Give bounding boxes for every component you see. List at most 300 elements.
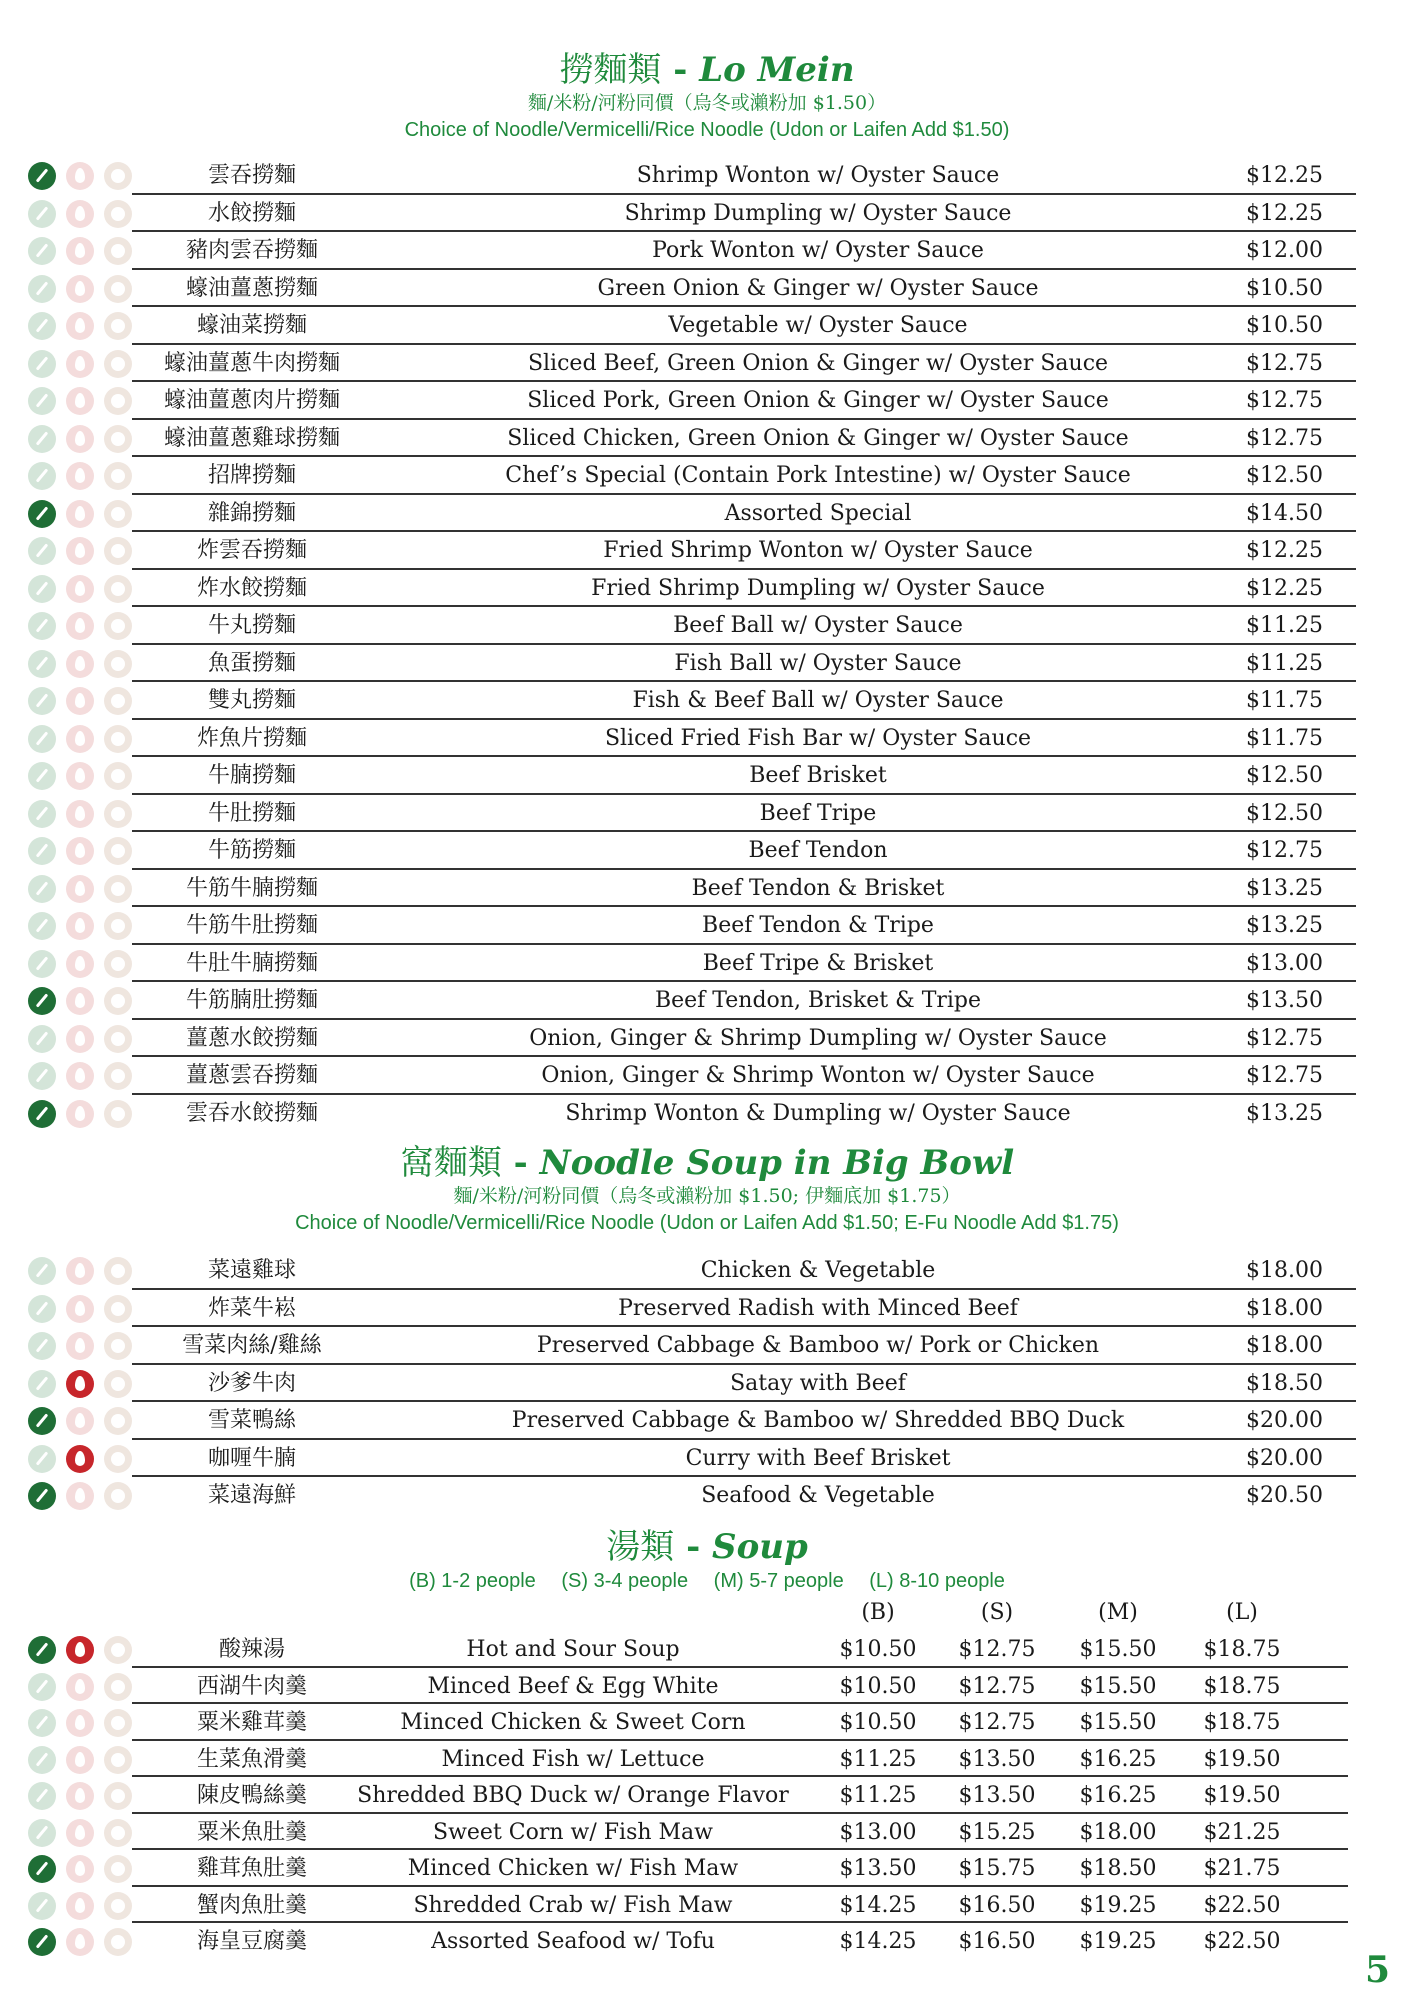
- size-header-s: (S): [980, 1600, 1014, 1625]
- item-price-m: $15.50: [1079, 1673, 1157, 1699]
- item-name-cn: 海皇豆腐羹: [196, 1929, 307, 1954]
- lo-mein-title-sep: -: [661, 50, 700, 90]
- size-header-l: (L): [1226, 1600, 1258, 1625]
- gluten-free-icon: [104, 575, 132, 603]
- vegetarian-icon: [28, 1100, 56, 1128]
- item-price-s: $12.75: [958, 1637, 1036, 1662]
- menu-item-row: [28, 457, 1356, 495]
- item-price-l: $19.50: [1203, 1746, 1281, 1772]
- item-name-en: Preserved Cabbage & Bamboo w/ Pork or Chicken: [536, 1333, 1100, 1358]
- vegetarian-icon: [28, 1062, 56, 1090]
- item-price: $13.00: [1246, 950, 1323, 976]
- vegetarian-icon: [28, 875, 56, 903]
- item-name-cn: 牛筋牛腩撈麵: [185, 875, 318, 901]
- menu-item-row: [28, 607, 1356, 645]
- menu-item-row: [28, 570, 1356, 608]
- gluten-free-icon: [104, 1332, 132, 1360]
- gluten-free-icon: [104, 387, 132, 415]
- item-price-m: $19.25: [1079, 1929, 1157, 1954]
- menu-item-row: [28, 195, 1356, 233]
- diet-icons: [28, 1025, 132, 1053]
- item-name-cn: 雪菜鴨絲: [207, 1408, 296, 1433]
- noodle-soup-title-cn: 窩麵類: [399, 1143, 502, 1183]
- item-price: $13.25: [1246, 1100, 1323, 1126]
- vegetarian-icon: [28, 162, 56, 190]
- item-name-cn: 沙爹牛肉: [207, 1370, 296, 1396]
- menu-item-row: [28, 232, 1356, 270]
- menu-item-row: [28, 1850, 1348, 1887]
- gluten-free-icon: [104, 875, 132, 903]
- item-name-cn: 蟹肉魚肚羹: [196, 1892, 307, 1918]
- item-price-l: $21.75: [1203, 1856, 1281, 1881]
- item-name-cn: 雲吞撈麵: [207, 163, 296, 188]
- spicy-icon: [66, 425, 94, 453]
- menu-item-row: [28, 307, 1356, 345]
- vegetarian-icon: [28, 500, 56, 528]
- menu-item-row: [28, 532, 1356, 570]
- diet-icons: [28, 650, 132, 678]
- item-name-cn: 雙丸撈麵: [207, 688, 296, 713]
- item-price: $10.50: [1246, 275, 1323, 301]
- item-price-m: $19.25: [1079, 1892, 1157, 1918]
- item-price: $11.75: [1246, 688, 1323, 713]
- diet-icons: [28, 1636, 132, 1664]
- diet-icons: [28, 1709, 132, 1737]
- vegetarian-icon: [28, 1928, 56, 1956]
- menu-item-row: [28, 982, 1356, 1020]
- vegetarian-icon: [28, 912, 56, 940]
- gluten-free-icon: [104, 1482, 132, 1510]
- diet-icons: [28, 687, 132, 715]
- item-price: $14.50: [1246, 500, 1323, 526]
- item-price: $13.25: [1246, 913, 1323, 938]
- soup-sizes-note: (B) 1-2 people (S) 3-4 people (M) 5-7 people (L) 8-10 people: [409, 1570, 1005, 1592]
- item-name-en: Minced Fish w/ Lettuce: [441, 1746, 705, 1772]
- gluten-free-icon: [104, 425, 132, 453]
- vegetarian-icon: [28, 1636, 56, 1664]
- gluten-free-icon: [104, 350, 132, 378]
- item-name-cn: 牛丸撈麵: [207, 613, 296, 638]
- item-price-b: $14.25: [839, 1929, 917, 1954]
- item-name-en: Sliced Beef, Green Onion & Ginger w/ Oyster Sauce: [527, 350, 1109, 376]
- item-name-cn: 陳皮鴨絲羹: [196, 1783, 307, 1808]
- diet-icons: [28, 387, 132, 415]
- item-name-en: Shredded Crab w/ Fish Maw: [413, 1892, 733, 1918]
- spicy-icon: [66, 1782, 94, 1810]
- item-price: $12.25: [1246, 163, 1323, 188]
- item-name-en: Fish Ball w/ Oyster Sauce: [674, 650, 962, 676]
- gluten-free-icon: [104, 987, 132, 1015]
- gluten-free-icon: [104, 1062, 132, 1090]
- diet-icons: [28, 237, 132, 265]
- item-price: $20.00: [1246, 1408, 1323, 1433]
- gluten-free-icon: [104, 950, 132, 978]
- item-name-en: Onion, Ginger & Shrimp Dumpling w/ Oyster Sauce: [529, 1025, 1107, 1051]
- vegetarian-icon: [28, 1025, 56, 1053]
- menu-item-row: [28, 757, 1356, 795]
- gluten-free-icon: [104, 275, 132, 303]
- menu-item-row: [28, 1704, 1348, 1741]
- menu-item-row: [28, 682, 1356, 720]
- spicy-icon: [66, 687, 94, 715]
- gluten-free-icon: [104, 1892, 132, 1920]
- spicy-icon: [66, 1407, 94, 1435]
- menu-item-row: [28, 1402, 1356, 1440]
- noodle-soup-subtitle-en: Choice of Noodle/Vermicelli/Rice Noodle (Udon or Laifen Add $1.50; E-Fu Noodle Add $1.75): [295, 1212, 1119, 1234]
- spicy-icon: [66, 1062, 94, 1090]
- item-name-en: Curry with Beef Brisket: [685, 1445, 951, 1471]
- item-price: $11.75: [1246, 725, 1323, 751]
- spicy-icon: [66, 312, 94, 340]
- spicy-icon: [66, 837, 94, 865]
- item-price-b: $13.00: [839, 1819, 917, 1845]
- spicy-icon: [66, 650, 94, 678]
- item-price-m: $16.25: [1079, 1746, 1157, 1772]
- item-name-en: Shrimp Wonton & Dumpling w/ Oyster Sauce: [565, 1100, 1071, 1126]
- diet-icons: [28, 875, 132, 903]
- menu-item-row: [28, 1365, 1356, 1403]
- item-price-s: $13.50: [958, 1746, 1036, 1772]
- vegetarian-icon: [28, 725, 56, 753]
- item-price: $12.50: [1246, 763, 1323, 788]
- vegetarian-icon: [28, 425, 56, 453]
- gluten-free-icon: [104, 500, 132, 528]
- item-price: $12.25: [1246, 538, 1323, 563]
- item-name-en: Pork Wonton w/ Oyster Sauce: [652, 238, 984, 263]
- item-name-en: Chef’s Special (Contain Pork Intestine) w/ Oyster Sauce: [505, 463, 1131, 488]
- item-name-en: Beef Tendon: [748, 838, 888, 863]
- menu-item-row: [28, 1668, 1348, 1705]
- gluten-free-icon: [104, 162, 132, 190]
- spicy-icon: [66, 350, 94, 378]
- item-price: $18.00: [1246, 1295, 1323, 1321]
- diet-icons: [28, 1819, 132, 1847]
- diet-icons: [28, 950, 132, 978]
- diet-icons: [28, 725, 132, 753]
- vegetarian-icon: [28, 1370, 56, 1398]
- diet-icons: [28, 800, 132, 828]
- item-name-en: Preserved Radish with Minced Beef: [618, 1295, 1018, 1321]
- menu-item-row: [28, 420, 1356, 458]
- spicy-icon: [66, 1855, 94, 1883]
- item-price-l: $18.75: [1203, 1673, 1281, 1699]
- item-price-s: $12.75: [958, 1710, 1036, 1735]
- item-name-en: Assorted Seafood w/ Tofu: [431, 1929, 715, 1954]
- item-price: $18.00: [1246, 1333, 1323, 1358]
- spicy-icon: [66, 1673, 94, 1701]
- item-price: $13.50: [1246, 988, 1323, 1013]
- spicy-icon: [66, 1445, 94, 1473]
- soup-header: [0, 1527, 1414, 1595]
- size-header-m: (M): [1098, 1600, 1138, 1625]
- item-name-cn: 粟米魚肚羹: [196, 1819, 307, 1845]
- vegetarian-icon: [28, 1445, 56, 1473]
- item-price-b: $13.50: [839, 1856, 917, 1881]
- item-name-cn: 雪菜肉絲/雞絲: [182, 1333, 322, 1358]
- menu-item-row: [28, 1777, 1348, 1814]
- item-price: $12.75: [1246, 1063, 1323, 1088]
- spicy-icon: [66, 762, 94, 790]
- diet-icons: [28, 462, 132, 490]
- spicy-icon: [66, 275, 94, 303]
- item-price-s: $13.50: [958, 1783, 1036, 1808]
- item-name-cn: 魚蛋撈麵: [207, 650, 296, 676]
- vegetarian-icon: [28, 1673, 56, 1701]
- item-price: $12.25: [1246, 200, 1323, 226]
- gluten-free-icon: [104, 1673, 132, 1701]
- menu-item-row: [28, 1440, 1356, 1478]
- menu-item-row: [28, 1327, 1356, 1365]
- item-name-cn: 雲吞水餃撈麵: [185, 1100, 318, 1126]
- spicy-icon: [66, 1025, 94, 1053]
- lo-mein-header: [0, 50, 1414, 144]
- noodle-soup-header: [0, 1143, 1414, 1237]
- menu-item-row: [28, 1290, 1356, 1328]
- item-price-l: $19.50: [1203, 1783, 1281, 1808]
- spicy-icon: [66, 1100, 94, 1128]
- item-name-en: Minced Chicken & Sweet Corn: [400, 1710, 746, 1735]
- item-price-l: $18.75: [1203, 1637, 1281, 1662]
- menu-item-row: [28, 1923, 1348, 1960]
- item-price-s: $15.25: [958, 1819, 1036, 1845]
- spicy-icon: [66, 612, 94, 640]
- menu-item-row: [28, 270, 1356, 308]
- vegetarian-icon: [28, 312, 56, 340]
- item-name-en: Shrimp Dumpling w/ Oyster Sauce: [624, 200, 1012, 226]
- item-name-cn: 蠔油薑蔥雞球撈麵: [163, 425, 340, 451]
- vegetarian-icon: [28, 1892, 56, 1920]
- vegetarian-icon: [28, 1482, 56, 1510]
- item-price-m: $15.50: [1079, 1637, 1157, 1662]
- spicy-icon: [66, 387, 94, 415]
- item-price-s: $15.75: [958, 1856, 1036, 1881]
- spicy-icon: [66, 987, 94, 1015]
- noodle-soup-title: [0, 1143, 1414, 1183]
- item-name-en: Fried Shrimp Dumpling w/ Oyster Sauce: [591, 575, 1045, 601]
- vegetarian-icon: [28, 950, 56, 978]
- diet-icons: [28, 1370, 132, 1398]
- item-name-cn: 粟米雞茸羹: [196, 1710, 307, 1735]
- diet-icons: [28, 1445, 132, 1473]
- gluten-free-icon: [104, 1370, 132, 1398]
- item-name-cn: 菜遠雞球: [207, 1258, 296, 1283]
- item-price-b: $14.25: [839, 1892, 917, 1918]
- lo-mein-title-cn: 撈麵類: [559, 50, 662, 90]
- menu-item-row: [28, 1887, 1348, 1924]
- vegetarian-icon: [28, 1782, 56, 1810]
- diet-icons: [28, 1892, 132, 1920]
- gluten-free-icon: [104, 650, 132, 678]
- gluten-free-icon: [104, 1782, 132, 1810]
- menu-item-row: [28, 720, 1356, 758]
- vegetarian-icon: [28, 1407, 56, 1435]
- diet-icons: [28, 987, 132, 1015]
- menu-item-row: [28, 1057, 1356, 1095]
- item-price: $12.50: [1246, 800, 1323, 826]
- item-name-en: Seafood & Vegetable: [701, 1483, 935, 1508]
- spicy-icon: [66, 1709, 94, 1737]
- item-name-en: Beef Tripe & Brisket: [702, 950, 934, 976]
- spicy-icon: [66, 1257, 94, 1285]
- diet-icons: [28, 1062, 132, 1090]
- menu-item-row: [28, 907, 1356, 945]
- vegetarian-icon: [28, 387, 56, 415]
- lo-mein-subtitle-cn: 麵/米粉/河粉同價（烏冬或瀨粉加 $1.50）: [527, 92, 887, 114]
- gluten-free-icon: [104, 912, 132, 940]
- item-name-en: Sliced Pork, Green Onion & Ginger w/ Oyster Sauce: [527, 388, 1109, 413]
- spicy-icon: [66, 162, 94, 190]
- gluten-free-icon: [104, 237, 132, 265]
- lo-mein-title-en: Lo Mein: [699, 50, 855, 90]
- diet-icons: [28, 1295, 132, 1323]
- gluten-free-icon: [104, 837, 132, 865]
- spicy-icon: [66, 875, 94, 903]
- item-price: $12.75: [1246, 350, 1323, 376]
- vegetarian-icon: [28, 237, 56, 265]
- item-name-cn: 炸魚片撈麵: [196, 725, 307, 751]
- lo-mein-subtitle-en: Choice of Noodle/Vermicelli/Rice Noodle (Udon or Laifen Add $1.50): [404, 119, 1010, 141]
- menu-item-row: [28, 382, 1356, 420]
- item-name-en: Assorted Special: [724, 500, 912, 526]
- item-price: $12.75: [1246, 838, 1323, 863]
- item-price: $11.25: [1246, 613, 1323, 638]
- diet-icons: [28, 312, 132, 340]
- soup-title-cn: 湯類: [606, 1527, 675, 1567]
- item-name-en: Beef Brisket: [749, 763, 887, 788]
- vegetarian-icon: [28, 612, 56, 640]
- gluten-free-icon: [104, 687, 132, 715]
- noodle-soup-title-en: Noodle Soup in Big Bowl: [539, 1143, 1015, 1183]
- item-name-en: Sweet Corn w/ Fish Maw: [433, 1819, 713, 1845]
- vegetarian-icon: [28, 800, 56, 828]
- item-price-l: $22.50: [1203, 1892, 1281, 1918]
- diet-icons: [28, 1407, 132, 1435]
- gluten-free-icon: [104, 1025, 132, 1053]
- item-price-m: $18.50: [1079, 1856, 1157, 1881]
- vegetarian-icon: [28, 987, 56, 1015]
- item-price-b: $11.25: [839, 1746, 917, 1772]
- gluten-free-icon: [104, 537, 132, 565]
- diet-icons: [28, 1782, 132, 1810]
- item-name-cn: 牛筋牛肚撈麵: [185, 913, 318, 938]
- diet-icons: [28, 1100, 132, 1128]
- vegetarian-icon: [28, 1332, 56, 1360]
- vegetarian-icon: [28, 1709, 56, 1737]
- diet-icons: [28, 612, 132, 640]
- soup-title-sep: -: [674, 1527, 713, 1567]
- menu-item-row: [28, 645, 1356, 683]
- menu-item-row: [28, 1631, 1348, 1668]
- item-price-b: $10.50: [839, 1673, 917, 1699]
- page-number: 5: [1365, 1949, 1391, 1991]
- noodle-soup-title-sep: -: [501, 1143, 540, 1183]
- item-price: $18.50: [1246, 1370, 1323, 1396]
- spicy-icon: [66, 1482, 94, 1510]
- diet-icons: [28, 912, 132, 940]
- soup-title-en: Soup: [712, 1527, 808, 1567]
- diet-icons: [28, 762, 132, 790]
- vegetarian-icon: [28, 537, 56, 565]
- soup-title: [0, 1527, 1414, 1567]
- spicy-icon: [66, 537, 94, 565]
- menu-item-row: [28, 1477, 1356, 1515]
- spicy-icon: [66, 237, 94, 265]
- item-price: $12.50: [1246, 463, 1323, 488]
- spicy-icon: [66, 575, 94, 603]
- gluten-free-icon: [104, 1636, 132, 1664]
- vegetarian-icon: [28, 1855, 56, 1883]
- menu-item-row: [28, 945, 1356, 983]
- item-name-cn: 蠔油薑蔥肉片撈麵: [163, 388, 340, 413]
- menu-item-row: [28, 345, 1356, 383]
- item-name-en: Preserved Cabbage & Bamboo w/ Shredded BBQ Duck: [511, 1408, 1125, 1433]
- item-name-en: Beef Tendon, Brisket & Tripe: [654, 988, 982, 1013]
- vegetarian-icon: [28, 762, 56, 790]
- soup-size-headers: [0, 1598, 1320, 1628]
- item-name-cn: 牛肚牛腩撈麵: [185, 950, 318, 976]
- menu-item-row: [28, 1095, 1356, 1133]
- item-name-cn: 水餃撈麵: [207, 200, 296, 226]
- diet-icons: [28, 200, 132, 228]
- spicy-icon: [66, 1295, 94, 1323]
- diet-icons: [28, 1257, 132, 1285]
- item-name-cn: 雜錦撈麵: [207, 500, 296, 526]
- gluten-free-icon: [104, 1855, 132, 1883]
- item-name-cn: 咖喱牛腩: [207, 1445, 296, 1471]
- diet-icons: [28, 1673, 132, 1701]
- gluten-free-icon: [104, 762, 132, 790]
- item-name-en: Sliced Chicken, Green Onion & Ginger w/ Oyster Sauce: [507, 425, 1129, 451]
- item-price-l: $22.50: [1203, 1929, 1281, 1954]
- item-price-s: $12.75: [958, 1673, 1036, 1699]
- item-name-cn: 炸菜牛崧: [207, 1295, 296, 1321]
- item-price: $12.75: [1246, 388, 1323, 413]
- item-price-l: $21.25: [1203, 1819, 1281, 1845]
- item-name-cn: 菜遠海鮮: [207, 1483, 296, 1508]
- item-price-m: $15.50: [1079, 1710, 1157, 1735]
- item-name-en: Minced Beef & Egg White: [427, 1673, 719, 1699]
- item-name-en: Chicken & Vegetable: [700, 1258, 936, 1283]
- item-price-b: $10.50: [839, 1637, 917, 1662]
- item-name-en: Hot and Sour Soup: [466, 1637, 680, 1662]
- vegetarian-icon: [28, 575, 56, 603]
- item-name-en: Sliced Fried Fish Bar w/ Oyster Sauce: [604, 725, 1032, 751]
- gluten-free-icon: [104, 1746, 132, 1774]
- gluten-free-icon: [104, 1407, 132, 1435]
- gluten-free-icon: [104, 1709, 132, 1737]
- spicy-icon: [66, 950, 94, 978]
- gluten-free-icon: [104, 462, 132, 490]
- diet-icons: [28, 1482, 132, 1510]
- vegetarian-icon: [28, 1819, 56, 1847]
- item-price: $11.25: [1246, 650, 1323, 676]
- item-name-cn: 牛肚撈麵: [207, 800, 296, 826]
- diet-icons: [28, 837, 132, 865]
- item-name-en: Beef Ball w/ Oyster Sauce: [673, 613, 963, 638]
- item-name-cn: 蠔油薑蔥撈麵: [185, 275, 318, 301]
- spicy-icon: [66, 200, 94, 228]
- item-price-s: $16.50: [958, 1892, 1036, 1918]
- item-price: $10.50: [1246, 313, 1323, 338]
- item-name-cn: 蠔油薑蔥牛肉撈麵: [163, 350, 340, 376]
- item-price-b: $10.50: [839, 1710, 917, 1735]
- spicy-icon: [66, 1370, 94, 1398]
- item-name-cn: 炸水餃撈麵: [196, 575, 307, 601]
- gluten-free-icon: [104, 1100, 132, 1128]
- gluten-free-icon: [104, 1445, 132, 1473]
- diet-icons: [28, 500, 132, 528]
- item-price-m: $18.00: [1079, 1819, 1157, 1845]
